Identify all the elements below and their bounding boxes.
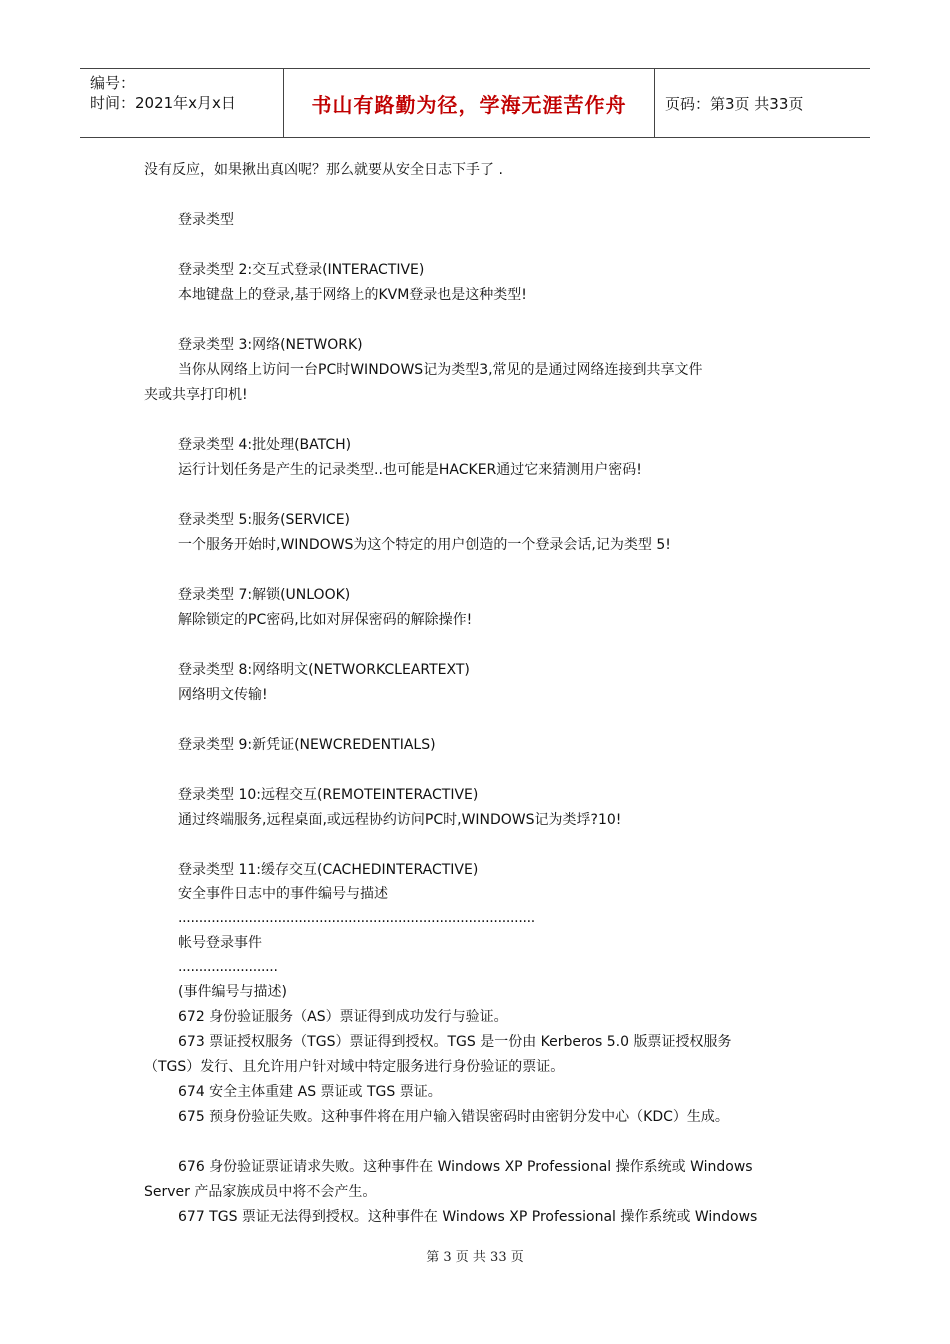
logon-type-heading: 登录类型 8:网络明文(NETWORKCLEARTEXT): [178, 662, 470, 678]
text-line: (事件编号与描述): [178, 984, 287, 1000]
header-meta: [80, 69, 283, 137]
section-heading: 登录类型: [178, 212, 234, 228]
logon-type-heading: 登录类型 10:远程交互(REMOTEINTERACTIVE): [178, 787, 479, 803]
document-date-label: 时间：2021年x月x日: [90, 94, 236, 112]
header-page-info: 页码：第3页 共33页: [665, 94, 804, 113]
text-line: 一个服务开始时,WINDOWS为这个特定的用户创造的一个登录会话,记为类型 5!: [178, 537, 671, 553]
text-line: 解除锁定的PC密码,比如对屏保密码的解除操作!: [178, 612, 473, 628]
text-line: 没有反应，如果揪出真凶呢？那么就要从安全日志下手了 .: [144, 162, 503, 178]
logon-type-heading: 登录类型 2:交互式登录(INTERACTIVE): [178, 262, 425, 278]
text-line: 网络明文传输!: [178, 687, 268, 703]
logon-type-heading: 登录类型 4:批处理(BATCH): [178, 437, 352, 453]
header-motto: 书山有路勤为径，学海无涯苦作舟: [283, 69, 655, 137]
text-line: （TGS）发行、且允许用户针对域中特定服务进行身份验证的票证。: [144, 1059, 565, 1075]
event-item: 676 身份验证票证请求失败。这种事件在 Windows XP Professional 操作系统或 Windows: [178, 1159, 753, 1175]
text-line: Server 产品家族成员中将不会产生。: [144, 1184, 377, 1200]
event-item: 672 身份验证服务（AS）票证得到成功发行与验证。: [178, 1009, 508, 1025]
logon-type-heading: 登录类型 3:网络(NETWORK): [178, 337, 363, 353]
text-line: 当你从网络上访问一台PC时WINDOWS记为类型3,常见的是通过网络连接到共享文件: [178, 362, 703, 378]
page-header: [80, 68, 870, 138]
text-line: 通过终端服务,远程桌面,或远程协约访问PC时,WINDOWS记为类垺?10!: [178, 812, 622, 828]
logon-type-heading: 登录类型 11:缓存交互(CACHEDINTERACTIVE): [178, 862, 479, 878]
text-line: 安全事件日志中的事件编号与描述: [178, 886, 388, 902]
text-line: 夹或共享打印机!: [144, 387, 248, 403]
dotted-separator: ......................................................................................: [178, 910, 535, 926]
event-item: 677 TGS 票证无法得到授权。这种事件在 Windows XP Professional 操作系统或 Windows: [178, 1209, 758, 1225]
text-line: 本地键盘上的登录,基于网络上的KVM登录也是这种类型!: [178, 287, 527, 303]
dotted-separator: ........................: [178, 959, 278, 975]
event-item: 675 预身份验证失败。这种事件将在用户输入错误密码时由密钥分发中心（KDC）生成。: [178, 1109, 729, 1125]
section-heading: 帐号登录事件: [178, 935, 262, 951]
event-item: 674 安全主体重建 AS 票证或 TGS 票证。: [178, 1084, 442, 1100]
document-number-label: 编号：: [90, 74, 136, 92]
event-item: 673 票证授权服务（TGS）票证得到授权。TGS 是一份由 Kerberos 5.0 版票证授权服务: [178, 1034, 732, 1050]
logon-type-heading: 登录类型 5:服务(SERVICE): [178, 512, 351, 528]
logon-type-heading: 登录类型 7:解锁(UNLOOK): [178, 587, 351, 603]
logon-type-heading: 登录类型 9:新凭证(NEWCREDENTIALS): [178, 737, 436, 753]
page-footer: 第 3 页 共 33 页: [426, 1250, 524, 1265]
text-line: 运行计划任务是产生的记录类型..也可能是HACKER通过它来猜测用户密码!: [178, 462, 642, 478]
